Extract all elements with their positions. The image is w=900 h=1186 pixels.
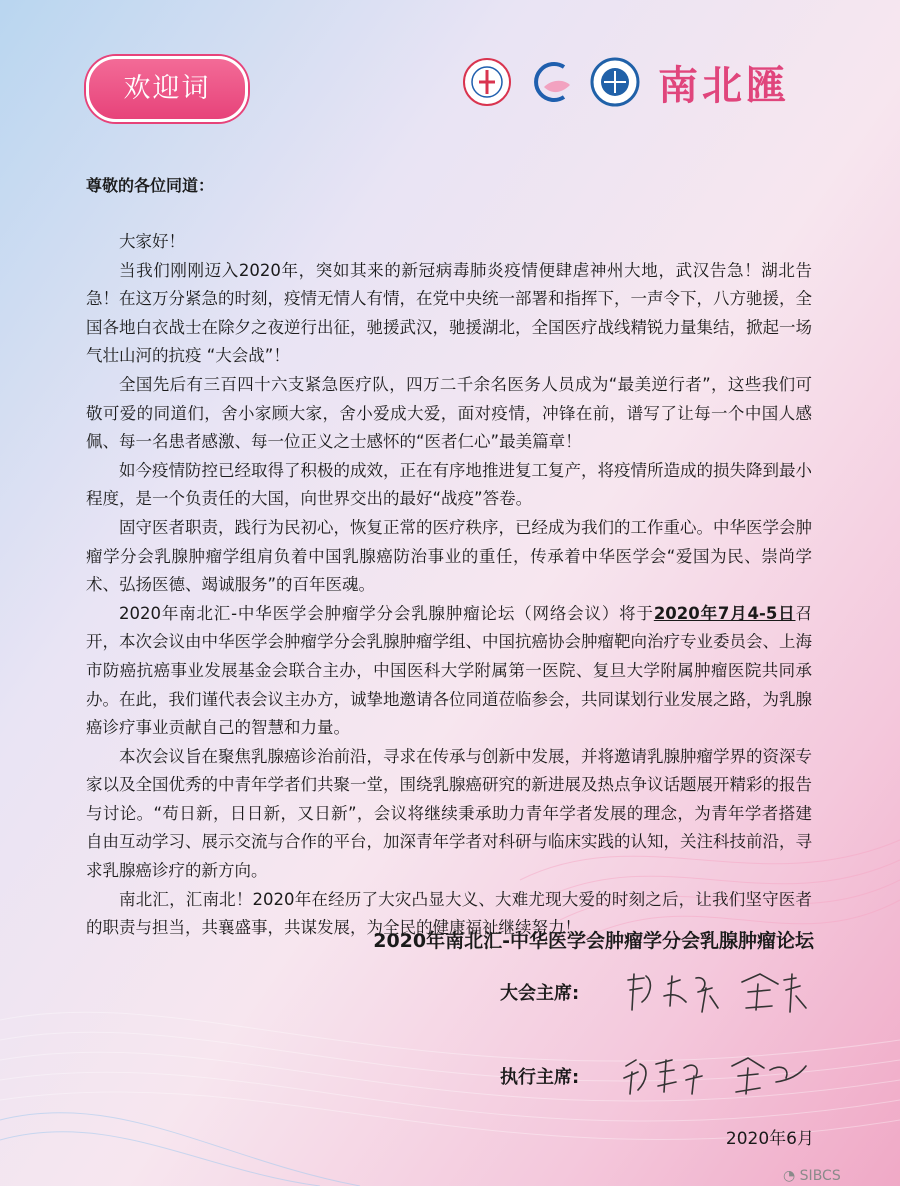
- anti-cancer-association-emblem-icon: [590, 57, 640, 107]
- paragraph: 固守医者职责，践行为民初心，恢复正常的医疗秩序，已经成为我们的工作重心。中华医学会肿瘤学分会乳腺肿瘤学组肩负着中国乳腺癌防治事业的重任，传承着中华医学会“爱国为民、崇尚学术、弘扬医德、竭诚服务”的百年医魂。: [86, 517, 812, 595]
- forum-title: 2020年南北汇-中华医学会肿瘤学分会乳腺肿瘤论坛: [373, 930, 814, 952]
- meeting-text: 2020年南北汇-中华医学会肿瘤学分会乳腺肿瘤论坛（网络会议）将于: [119, 603, 654, 623]
- salutation: 尊敬的各位同道：: [86, 176, 215, 195]
- paragraph: 全国先后有三百四十六支紧急医疗队，四万二千余名医务人员成为“最美逆行者”，这些我们可敬可爱的同道们，舍小家顾大家，舍小爱成大爱，面对疫情，冲锋在前，谱写了让每一个中国人感佩、每一名患者感激、每一位正义之士感怀的“医者仁心”最美篇章！: [86, 374, 812, 452]
- greeting: 大家好！: [119, 232, 185, 251]
- paragraph: 本次会议旨在聚焦乳腺癌诊治前沿，寻求在传承与创新中发展，并将邀请乳腺肿瘤学界的资深专家以及全国优秀的中青年学者们共聚一堂，围绕乳腺癌研究的新进展及热点争议话题展开精彩的报告与讨论。“苟日新，日日新，又日新”，会议将继续秉承助力青年学者发展的理念，为青年学者搭建自由互动学习、展示交流与合作的平台，加深青年学者对科研与临床实践的认知，关注科技前沿，寻求乳腺癌诊疗的新方向。: [86, 746, 812, 881]
- paragraph: 如今疫情防控已经取得了积极的成效，正在有序地推进复工复产，将疫情所造成的损失降到最小程度，是一个负责任的大国，向世界交出的最好“战疫”答卷。: [86, 460, 812, 509]
- welcome-badge: 欢迎词: [86, 56, 248, 122]
- chinese-medical-association-emblem-icon: [462, 57, 512, 107]
- letter-body: [86, 228, 812, 943]
- ribbon-logo-icon: [526, 57, 576, 107]
- watermark: [783, 1168, 841, 1184]
- chair-signature: [620, 962, 810, 1022]
- exec-chair-label: 执行主席:: [500, 1067, 580, 1088]
- meeting-date: 2020年7月4-5日: [653, 603, 796, 623]
- watermark-text: SIBCS: [799, 1168, 841, 1184]
- exec-chair-signature: [620, 1046, 810, 1106]
- paragraph: 当我们刚刚迈入2020年，突如其来的新冠病毒肺炎疫情便肆虐神州大地，武汉告急！湖北告急！在这万分紧急的时刻，疫情无情人有情，在党中央统一部署和指挥下，一声令下，八方驰援，全国各地白衣战士在除夕之夜逆行出征，驰援武汉，驰援湖北，全国医疗战线精锐力量集结，掀起一场气壮山河的抗疫 “大会战”！: [86, 260, 812, 366]
- logo-bar: [462, 52, 790, 112]
- meeting-paragraph: [86, 600, 812, 743]
- chair-label: 大会主席:: [500, 983, 580, 1004]
- brand-text: 南北匯: [658, 61, 790, 109]
- wechat-icon: ◔: [783, 1168, 796, 1184]
- chair-row: [500, 962, 810, 1022]
- paragraph: 南北汇，汇南北！2020年在经历了大灾凸显大义、大难尤现大爱的时刻之后，让我们坚守医者的职责与担当，共襄盛事，共谋发展，为全民的健康福祉继续努力！: [86, 889, 812, 938]
- exec-chair-row: [500, 1046, 810, 1106]
- letter-date: 2020年6月: [725, 1129, 814, 1149]
- meeting-text: 召开，本次会议由中华医学会肿瘤学分会乳腺肿瘤学组、中国抗癌协会肿瘤靶向治疗专业委员会、上海市防癌抗癌事业发展基金会联合主办，中国医科大学附属第一医院、复旦大学附属肿瘤医院共同承办。在此，我们谨代表会议主办方，诚挚地邀请各位同道莅临参会，共同谋划行业发展之路，为乳腺癌诊疗事业贡献自己的智慧和力量。: [86, 603, 812, 738]
